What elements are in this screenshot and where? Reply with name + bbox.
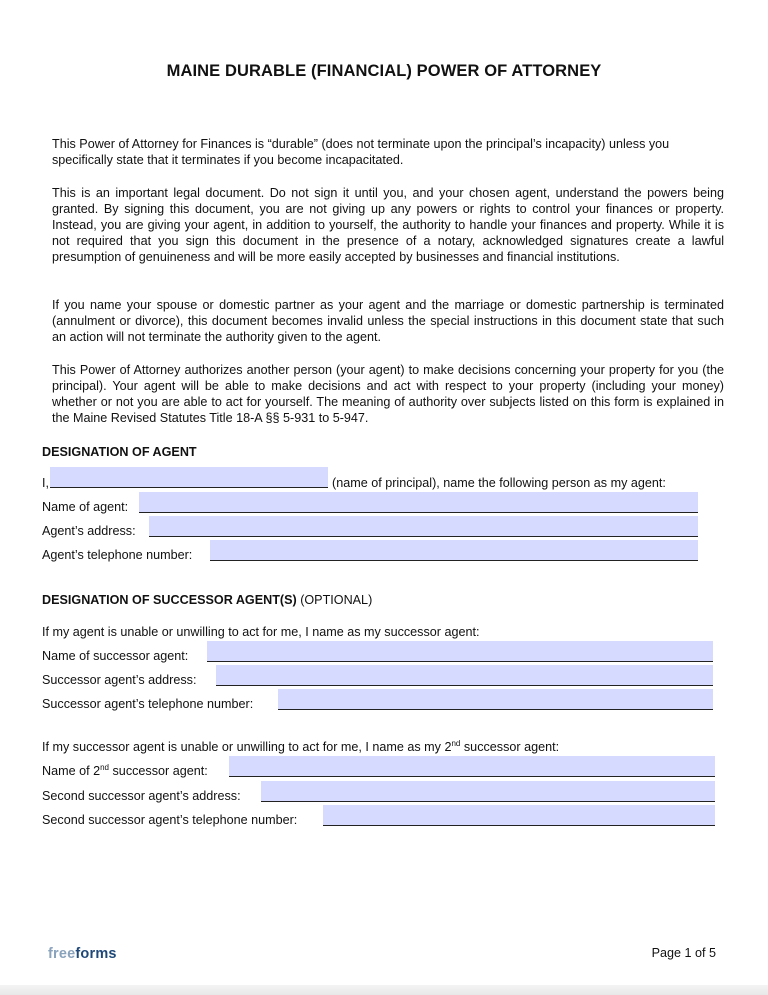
brand-free-text: free [48, 946, 76, 962]
agent-address-label: Agent’s address: [42, 524, 136, 538]
principal-suffix-label: (name of principal), name the following person as my agent: [332, 476, 666, 490]
successor-heading-text: DESIGNATION OF SUCCESSOR AGENT(S) [42, 593, 297, 607]
agent-phone-label: Agent’s telephone number: [42, 548, 193, 562]
successor-address-field[interactable] [216, 665, 713, 686]
second-intro-after: successor agent: [460, 740, 560, 754]
second-intro-before: If my successor agent is unable or unwilling to act for me, I name as my 2 [42, 740, 452, 754]
second-successor-name-label [42, 764, 208, 778]
second-successor-address-label: Second successor agent’s address: [42, 789, 241, 803]
agent-name-label: Name of agent: [42, 500, 129, 514]
successor-heading-optional: (OPTIONAL) [300, 593, 373, 607]
principal-name-field[interactable] [50, 467, 328, 488]
intro-paragraph-authority: This Power of Attorney authorizes another person (your agent) to make decisions concerning your property for you (the principal). Your agent will be able to make decisions and act with respect to your property (including your money) whether or not you are able to act for yourself. The meaning of authority over subjects listed on this form is explained in the Maine Revised Statutes Title 18-A §§ 5-931 to 5-947. [52, 363, 724, 425]
second-successor-address-field[interactable] [261, 781, 715, 802]
intro-paragraph-spouse: If you name your spouse or domestic partner as your agent and the marriage or domestic partnership is terminated (annulment or divorce), this document becomes invalid unless the special instructions in this document state that such an action will not terminate the authority given to the agent. [52, 298, 724, 344]
successor-name-label: Name of successor agent: [42, 649, 189, 663]
principal-prefix-label: I, [42, 476, 49, 490]
second-name-sup: nd [100, 762, 110, 772]
successor-address-label: Successor agent’s address: [42, 673, 197, 687]
designation-successor-heading [42, 593, 372, 607]
page-bottom-edge [0, 985, 768, 995]
successor-name-field[interactable] [207, 641, 713, 662]
freeforms-logo [48, 946, 117, 962]
intro-paragraph-durable: This Power of Attorney for Finances is “durable” (does not terminate upon the principal’s incapacity) unless you specifically state that it terminates if you become incapacitated. [52, 137, 670, 167]
successor-phone-field[interactable] [278, 689, 713, 710]
page-number: Page 1 of 5 [651, 946, 716, 960]
second-successor-phone-field[interactable] [323, 805, 715, 826]
intro-paragraph-legal-notice: This is an important legal document. Do not sign it until you, and your chosen agent, understand the powers being granted. By signing this document, you are not giving up any powers or rights to control your finances or property. Instead, you are giving your agent, in addition to yourself, the authority to handle your finances and property. While it is not required that you sign this document in the presence of a notary, acknowledged signatures create a lawful presumption of genuineness and will be more easily accepted by businesses and financial institutions. [52, 186, 724, 264]
second-successor-phone-label: Second successor agent’s telephone number: [42, 813, 298, 827]
document-title: MAINE DURABLE (FINANCIAL) POWER OF ATTORNEY [166, 62, 602, 80]
agent-name-field[interactable] [139, 492, 698, 513]
successor-intro-text: If my agent is unable or unwilling to act for me, I name as my successor agent: [42, 625, 480, 639]
second-name-after: successor agent: [109, 764, 208, 778]
second-successor-intro-text [42, 740, 559, 754]
second-successor-name-field[interactable] [229, 756, 715, 777]
second-name-before: Name of 2 [42, 764, 101, 778]
agent-address-field[interactable] [149, 516, 698, 537]
second-intro-sup: nd [451, 738, 461, 748]
successor-phone-label: Successor agent’s telephone number: [42, 697, 254, 711]
agent-phone-field[interactable] [210, 540, 698, 561]
brand-forms-text: forms [75, 946, 117, 962]
designation-agent-heading: DESIGNATION OF AGENT [42, 445, 197, 459]
